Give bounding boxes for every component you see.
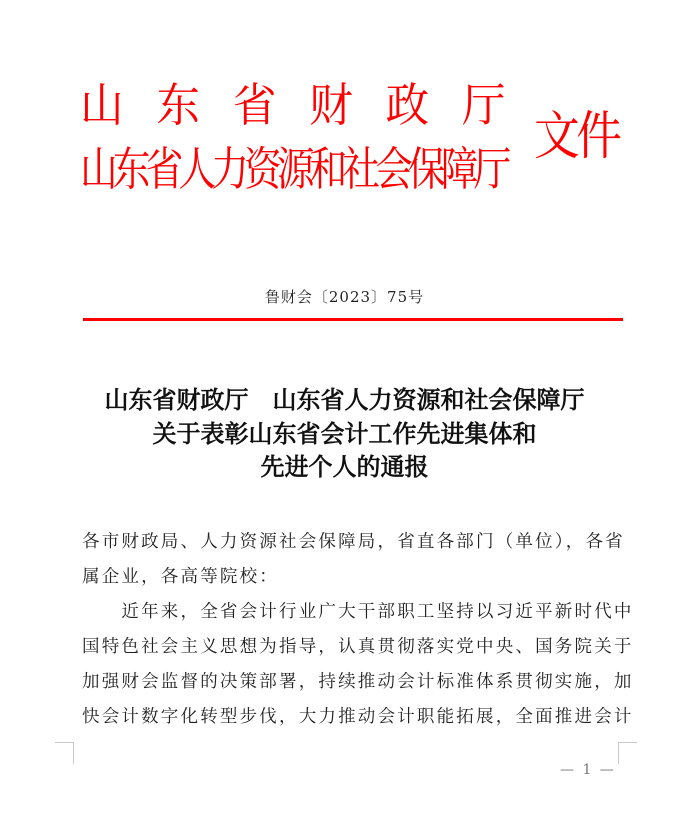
header-char: 财: [309, 78, 353, 132]
header-document-suffix: 文件: [534, 107, 619, 167]
red-divider-rule: [83, 318, 623, 321]
header-char: 厅: [461, 78, 506, 132]
title-line-1: 山东省财政厅 山东省人力资源和社会保障厅: [104, 385, 585, 414]
crop-mark-left: [55, 742, 74, 764]
body-line: 国特色社会主义思想为指导，认真贯彻落实党中央、国务院关于: [82, 637, 634, 657]
title-line-2: 关于表彰山东省会计工作先进集体和: [152, 419, 537, 448]
crop-mark-right: [618, 742, 637, 764]
header-issuer-finance-dept: [80, 78, 506, 132]
header-char: 省: [232, 78, 277, 132]
page-number: — 1 —: [560, 762, 616, 778]
header-char: 山: [80, 78, 124, 132]
body-line: 快会计数字化转型步伐，大力推动会计职能拓展，全面推进会计: [82, 707, 634, 727]
body-line: 属企业，各高等院校：: [82, 567, 279, 587]
header-char: 东: [156, 78, 201, 132]
title-line-3: 先进个人的通报: [260, 452, 429, 481]
document-number: 鲁财会〔2023〕75号: [264, 288, 425, 306]
body-line: 加强财会监督的决策部署，持续推动会计标准体系贯彻实施，加: [82, 672, 634, 692]
body-line: 近年来，全省会计行业广大干部职工坚持以习近平新时代中: [82, 602, 634, 622]
body-line: 各市财政局、人力资源社会保障局，省直各部门（单位），各省: [82, 532, 625, 552]
header-issuer-hr-dept: 山东省人力资源和社会保障厅: [80, 142, 507, 196]
header-char: 政: [385, 78, 430, 132]
